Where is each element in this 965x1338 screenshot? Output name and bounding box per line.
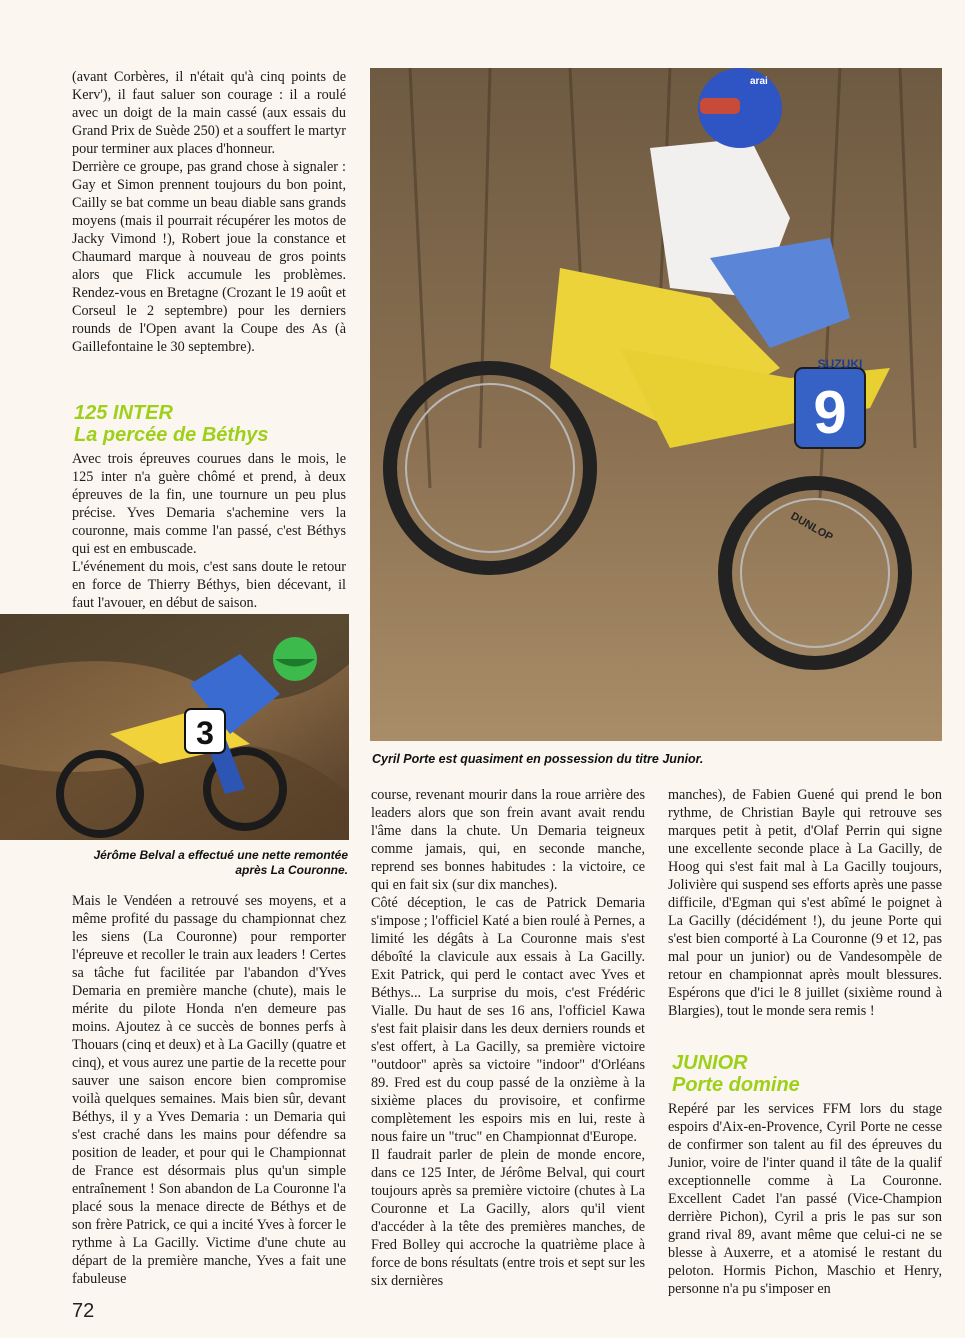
belval-photo-svg (0, 614, 349, 840)
col2-para-3: Il faudrait parler de plein de monde encore, dans ce 125 Inter, de Jérôme Belval, qui court toujours après sa première victoire (chutes à La Couronne et La Gacilly, alors qu'il vient d'accéder à la tête des premières manches, de Fred Bolley qui accroche la quatrième place à force de bons résultats (entre trois et sept sur les six dernières (371, 1147, 645, 1289)
col1-top-text (72, 68, 346, 356)
section-125-para-2: L'événement du mois, c'est sans doute le retour en force de Thierry Béthys, bien décevant, il faut l'avouer, en début de saison. (72, 559, 346, 611)
col1-para-2: Derrière ce groupe, pas grand chose à signaler : Gay et Simon prennent toujours du bon point, Cailly se bat comme un beau diable sans grands moyens (mais il pourrait récupérer les motos de Jacky Vimond !), Robert joue la constance et Chaumard marque à nouveau de gros points alors que Flick accumule les problèmes. Rendez-vous en Bretagne (Crozant le 19 août et Corseul le 2 septembre) pour les derniers rounds de l'Open avant la Coupe des As (à Gaillefontaine le 30 septembre). (72, 159, 346, 355)
col1-para-1: (avant Corbères, il n'était qu'à cinq points de Kerv'), il faut saluer son courage : il a roulé avec un doigt de la main cassé (aux essais du Grand Prix de Suède 250) et a souffert le martyr pour terminer aux places d'honneur. (72, 69, 346, 157)
col2-para-1: course, revenant mourir dans la roue arrière des leaders alors que son frein avant avait rendu l'âme dans la chute. Un Demaria teigneux comme jamais, qui, en seconde manche, reprend ses bonnes habitudes : la victoire, ce qui en fait six (sur dix manches). (371, 787, 645, 893)
section-125-subtitle: La percée de Béthys (74, 424, 269, 446)
big-photo-number: 9 (813, 379, 847, 446)
tyre-label: DUNLOP (788, 510, 835, 544)
section-125-title: 125 INTER (74, 402, 173, 424)
porte-photo-svg (370, 68, 942, 741)
col2-para-2: Côté déception, le cas de Patrick Demaria s'impose ; l'officiel Katé a bien roulé à Pernes, a limité les dégâts à La Couronne mais s'est déboîté la clavicule aux essais à La Gacilly. Exit Patrick, qui perd le contact avec Yves et Béthys... La surprise du mois, c'est Frédéric Vialle. Du haut de ses 16 ans, l'officiel Kawa s'est fait plaisir dans les deux derniers rounds et s'est offert, à La Gacilly, sa première victoire "outdoor" après sa victoire "indoor" d'Orléans 89. Fred est du coup passé de la onzième à la sixième places du provisoire, et confirme complètement les espoirs mis en lui, reste à nous faire un "truc" en Championnat d'Europe. (371, 895, 645, 1145)
caption-belval: Jérôme Belval a effectué une nette remontée après La Couronne. (93, 848, 348, 877)
section-125-para-1: Avec trois épreuves courues dans le mois, le 125 inter n'a guère chômé et prend, à deux épreuves de la fin, une tournure un peu plus précise. Yves Demaria s'achemine vers la couronne, mais comme l'an passé, c'est Béthys qui est en embuscade. (72, 451, 346, 557)
col1-bottom-text: Mais le Vendéen a retrouvé ses moyens, et a même profité du passage du championnat chez les siens (La Couronne) pour remporter l'épreuve et recoller le train aux leaders ! Certes sa tâche fut facilitée par l'abandon d'Yves Demaria en première manche (chute), mais le mérite du pilote Honda n'en demeure pas moins. Ajoutez à ce succès de bonnes perfs à Thouars (cinq et deux) et à La Gacilly (quatre et cinq), et vous aurez une partie de la recette pour sauver une saison encore bien compromise voilà quelques semaines. Mais bien sûr, devant Béthys, il y a Yves Demaria : un Demaria qui s'est craché dans les mains pour défendre sa position de leader, et pour qui le Championnat de France est désormais plus qu'un simple entraînement ! Son abandon de La Couronne l'a placé sous la menace directe de Béthys et de son frère Patrick, ce qui a incité Yves à forcer le rythme à La Gacilly. Victime d'une chute au départ de la première manche, Yves a fait une fabuleuse (72, 893, 346, 1287)
small-photo-number: 3 (196, 715, 214, 751)
section-junior-subtitle: Porte domine (672, 1074, 800, 1096)
section-junior-text: Repéré par les services FFM lors du stage espoirs d'Aix-en-Provence, Cyril Porte ne cesse de confirmer son talent au fil des épreuves du Junior, voire de l'inter quand il tâte de la qualif exceptionnelle comme à La Couronne. Excellent Cadet l'an passé (Vice-Champion derrière Pichon), Cyril a pris le pas sur son grand rival 89, avant même que celui-ci ne se blesse à Auxerre, et a atomisé le restant du peloton. Hormis Pichon, Maschio et Henry, personne n'a pu s'imposer en (668, 1101, 942, 1297)
brand-label: SUZUKI (817, 357, 863, 371)
caption-porte: Cyril Porte est quasiment en possession du titre Junior. (372, 752, 704, 766)
porte-photo (370, 68, 942, 741)
page-number: 72 (72, 1300, 95, 1322)
helmet-brand: arai (750, 76, 768, 87)
col2-text (371, 786, 645, 1290)
col3-top-text: manches), de Fabien Guené qui prend le bon rythme, de Christian Bayle qui retrouve ses marques petit à petit, d'Olaf Perrin qui signe une excellente seconde place à La Gacilly, de Hoog qui s'est fait mal à La Gacilly toujours, Jolivière qui suspend ses efforts après une passe difficile, d'Egman qui s'est abîmé le poignet à La Gacilly (décidément !), du jeune Porte qui s'est bien comporté à La Couronne (9 et 12, pas mal pour un junior) ou de Vandesompèle de retour en championnat après moult blessures. Espérons que d'ici le 8 juillet (sixième round à Blargies), tout le monde sera remis ! (668, 787, 942, 1019)
belval-photo (0, 614, 349, 840)
section-125-text (72, 450, 346, 612)
section-junior-title: JUNIOR (672, 1052, 748, 1074)
